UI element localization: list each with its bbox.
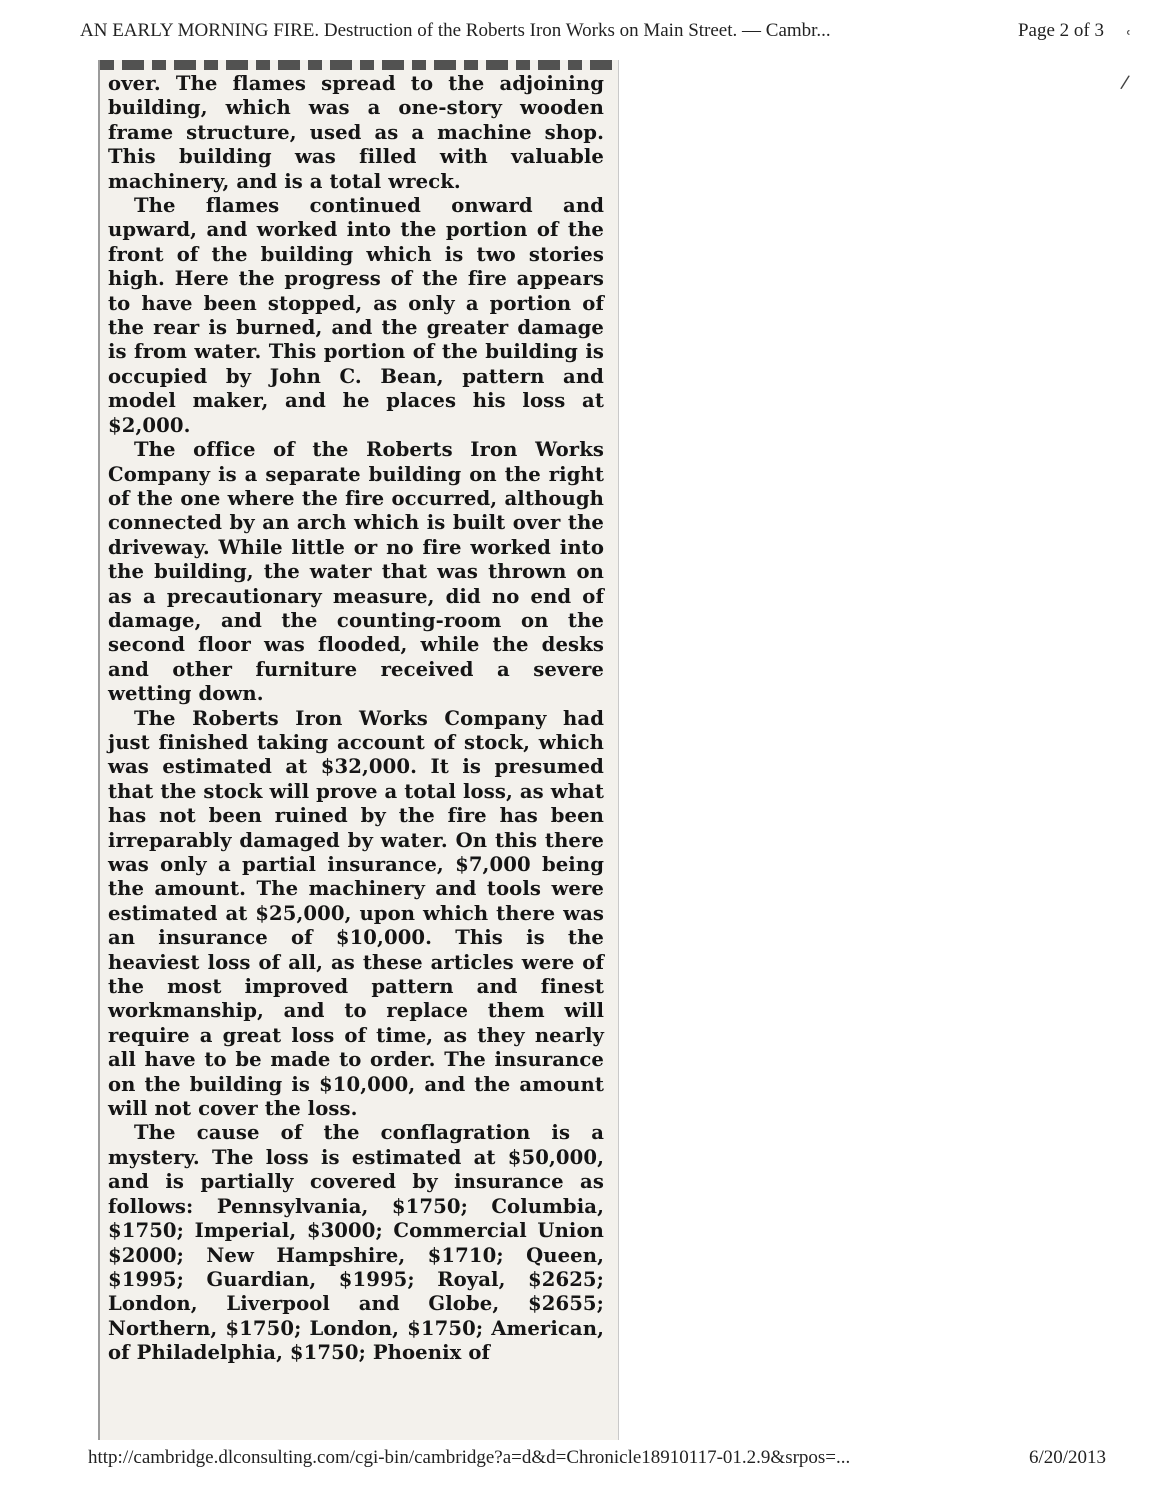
article-paragraph: The office of the Roberts Iron Works Company is a separate building on the right of the one where the fire occurred, although connected by an arch which is built over the driveway. While little or no fire worked into the building, the water that was thrown on as a precautionary measure, did no end of damage, and the counting-room on the second floor was flooded, while the desks and other furniture received a severe wetting down. xyxy=(108,438,604,706)
clipping-cut-edge xyxy=(100,60,618,70)
margin-mark: ʿ xyxy=(1126,28,1132,49)
page-title: AN EARLY MORNING FIRE. Destruction of the Roberts Iron Works on Main Street. — Cambr... xyxy=(80,20,831,41)
article-paragraph: The Roberts Iron Works Company had just finished taking account of stock, which was estimated at $32,000. It is presumed that the stock will prove a total loss, as what has not been ruined by the fire has been irreparably damaged by water. On this there was only a partial insurance, $7,000 being the amount. The machinery and tools were estimated at $25,000, upon which there was an insurance of $10,000. This is the heaviest loss of all, as these articles were of the most improved pattern and finest workmanship, and to replace them will require a great loss of time, as they nearly all have to be made to order. The insurance on the building is $10,000, and the amount will not cover the loss. xyxy=(108,706,604,1121)
article-paragraph: The flames continued onward and upward, and worked into the portion of the front of the building which is two stories high. Here the progress of the fire appears to have been stopped, as only a portion of the rear is burned, and the greater damage is from water. This portion of the building is occupied by John C. Bean, pattern and model maker, and he places his loss at $2,000. xyxy=(108,194,604,437)
margin-marks xyxy=(1118,28,1148,108)
margin-mark: / xyxy=(1119,71,1131,94)
print-date: 6/20/2013 xyxy=(1028,1447,1106,1468)
article-paragraph: over. The flames spread to the adjoining building, which was a one-story wooden frame structure, used as a machine shop. This building was filled with valuable machinery, and is a total wreck. xyxy=(108,72,604,193)
article-paragraph: The cause of the conflagration is a mystery. The loss is estimated at $50,000, and is partially covered by insurance as follows: Pennsylvania, $1750; Columbia, $1750; Imperial, $3000; Commercial Union $2000; New Hampshire, $1710; Queen, $1995; Guardian, $1995; Royal, $2625; London, Liverpool and Globe, $2655; Northern, $1750; London, $1750; American, of Philadelphia, $1750; Phoenix of xyxy=(108,1121,604,1365)
source-url: http://cambridge.dlconsulting.com/cgi-bin/cambridge?a=d&d=Chronicle18910117-01.2.9&srpos=... xyxy=(88,1447,851,1468)
article-column xyxy=(108,72,604,1366)
newspaper-clipping xyxy=(98,60,619,1440)
page-number: Page 2 of 3 xyxy=(1017,20,1104,41)
